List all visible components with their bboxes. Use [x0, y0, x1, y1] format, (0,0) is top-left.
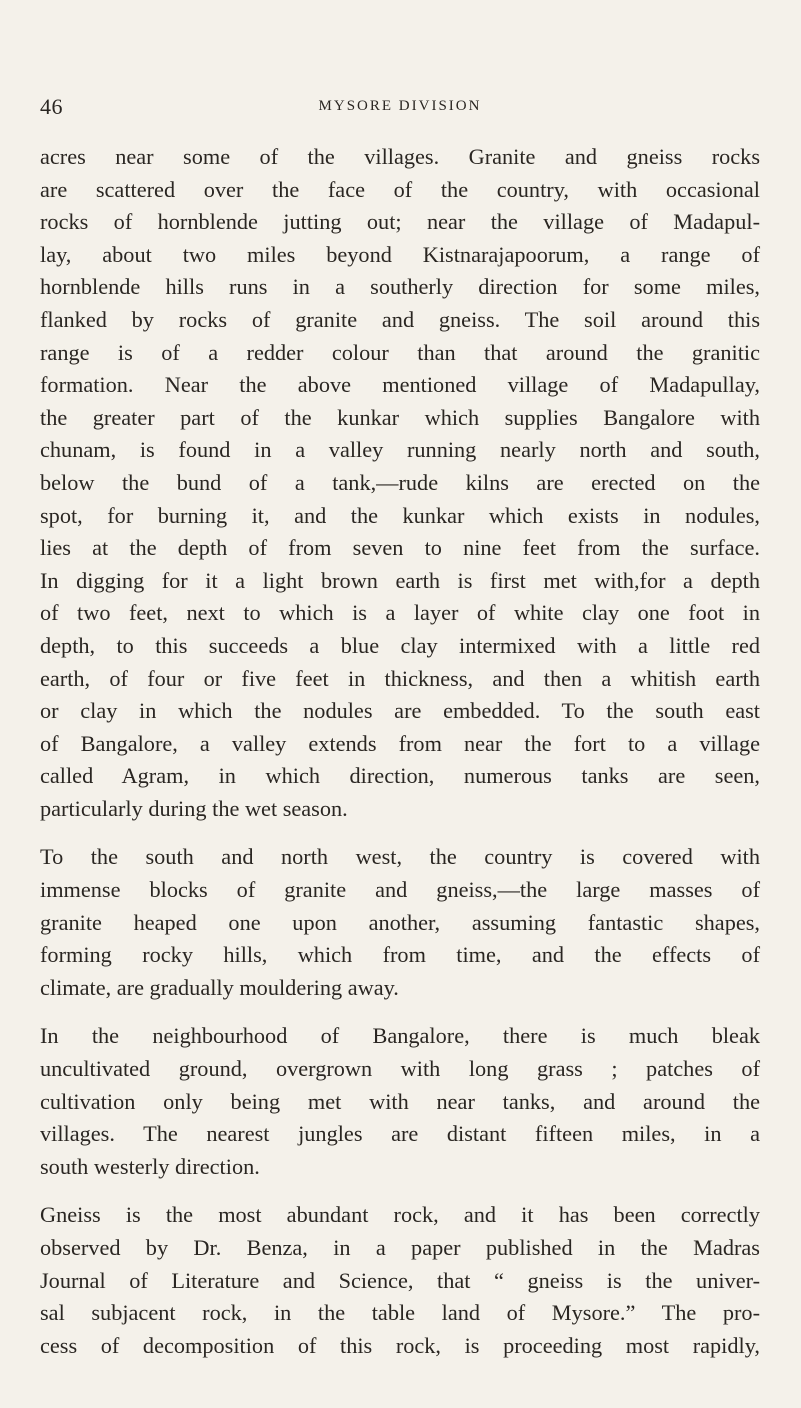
text-line: Gneiss is the most abundant rock, and it has been correctly: [40, 1202, 760, 1228]
text-line: observed by Dr. Benza, in a paper published in the Madras: [40, 1235, 760, 1260]
text-line: below the bund of a tank,—rude kilns are erected on the: [40, 469, 760, 495]
text-line: sal subjacent rock, in the table land of Mysore.” The pro-: [40, 1300, 760, 1326]
text-line: particularly during the wet season.: [40, 795, 348, 821]
text-line: In digging for it a light brown earth is first met with,for a depth: [40, 567, 760, 593]
paragraph-1: [40, 141, 760, 825]
paragraph-gap: [40, 1183, 760, 1199]
text-line: south westerly direction.: [40, 1153, 260, 1179]
text-line: lies at the depth of from seven to nine feet from the surface.: [40, 535, 760, 561]
text-line: earth, of four or five feet in thickness, and then a whitish earth: [40, 665, 760, 691]
text-line: forming rocky hills, which from time, and the effects of: [40, 942, 760, 968]
text-line: chunam, is found in a valley running nearly north and south,: [40, 437, 760, 463]
paragraph-4: [40, 1199, 760, 1362]
text-line: flanked by rocks of granite and gneiss. The soil around this: [40, 306, 760, 332]
text-line: spot, for burning it, and the kunkar which exists in nodules,: [40, 502, 760, 528]
text-line: villages. The nearest jungles are distant fifteen miles, in a: [40, 1121, 760, 1147]
page-header: [40, 94, 760, 124]
text-line: acres near some of the villages. Granite and gneiss rocks: [40, 144, 760, 169]
text-line: climate, are gradually mouldering away.: [40, 974, 399, 1000]
body-text: [40, 141, 760, 1362]
paragraph-2: [40, 841, 760, 1004]
text-line: cess of decomposition of this rock, is proceeding most rapidly,: [40, 1332, 760, 1358]
text-line: are scattered over the face of the country, with occasional: [40, 176, 760, 202]
text-line: hornblende hills runs in a southerly direction for some miles,: [40, 274, 760, 300]
text-line: of two feet, next to which is a layer of white clay one foot in: [40, 600, 760, 626]
text-line: To the south and north west, the country is covered with: [40, 844, 760, 870]
text-line: depth, to this succeeds a blue clay intermixed with a little red: [40, 632, 760, 658]
text-line: lay, about two miles beyond Kistnarajapoorum, a range of: [40, 241, 760, 267]
page-number: 46: [40, 94, 63, 119]
text-line: of Bangalore, a valley extends from near the fort to a village: [40, 730, 760, 756]
text-line: Journal of Literature and Science, that “ gneiss is the univer-: [40, 1267, 760, 1293]
paragraph-3: [40, 1020, 760, 1183]
text-line: In the neighbourhood of Bangalore, there is much bleak: [40, 1023, 760, 1049]
text-line: range is of a redder colour than that around the granitic: [40, 339, 760, 365]
text-line: the greater part of the kunkar which supplies Bangalore with: [40, 404, 760, 430]
text-line: or clay in which the nodules are embedded. To the south east: [40, 698, 760, 724]
text-line: granite heaped one upon another, assuming fantastic shapes,: [40, 909, 760, 935]
text-line: rocks of hornblende jutting out; near the village of Madapul-: [40, 209, 760, 235]
text-line: cultivation only being met with near tanks, and around the: [40, 1088, 760, 1114]
text-line: uncultivated ground, overgrown with long grass ; patches of: [40, 1056, 760, 1082]
paragraph-gap: [40, 825, 760, 841]
text-line: immense blocks of granite and gneiss,—the large masses of: [40, 877, 760, 903]
running-head: MYSORE DIVISION: [318, 98, 482, 114]
paragraph-gap: [40, 1004, 760, 1020]
text-line: formation. Near the above mentioned village of Madapullay,: [40, 372, 760, 398]
text-line: called Agram, in which direction, numerous tanks are seen,: [40, 763, 760, 789]
